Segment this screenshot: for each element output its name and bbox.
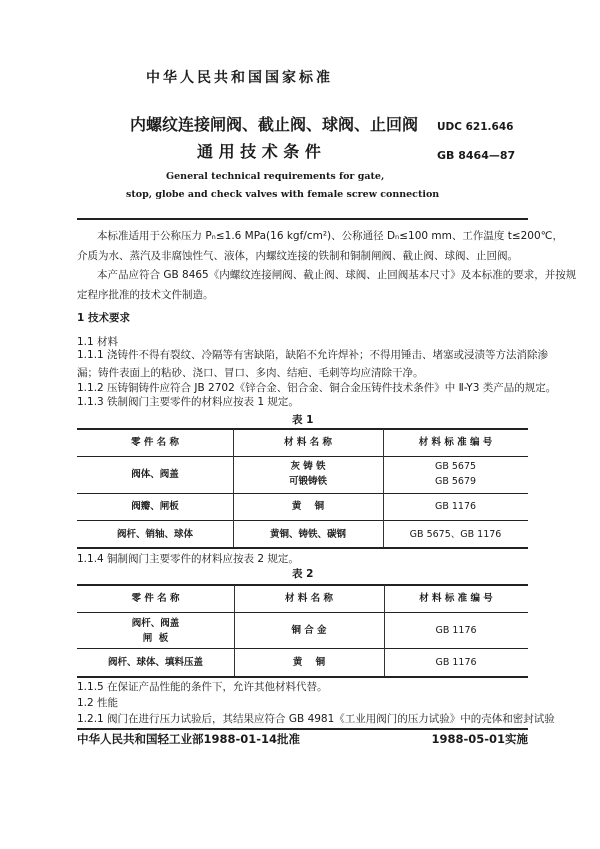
clause-1-1-2: 1.1.2 压铸铜铸件应符合 JB 2702《锌合金、铝合金、铜合金压铸件技术条件》中 Ⅱ-Y3 类产品的规定。 [77, 382, 557, 394]
section-1-heading: 1 技术要求 [77, 312, 130, 324]
gb-number: GB 8464—87 [437, 149, 516, 162]
table-cell: GB 5675 GB 5679 [434, 461, 477, 487]
table2-header: 材 料 名 称 [285, 593, 333, 604]
header-rule [77, 218, 528, 220]
table-cell: 铜 合 金 [291, 625, 327, 636]
intro-p1-line2: 介质为水、蒸汽及非腐蚀性气、液体，内螺纹连接的铁制和铜制闸阀、截止阀、球阀、止回阀。 [77, 250, 518, 262]
clause-1-1-5: 1.1.5 在保证产品性能的条件下，允许其他材料代替。 [77, 681, 328, 693]
table-cell: 黄 铜 [292, 657, 326, 668]
implementation-date: 1988-05-01实施 [431, 732, 528, 746]
clause-1-1-1-line2: 漏；铸件表面上的粘砂、浇口、冒口、多肉、结疤、毛刺等均应清除干净。 [77, 367, 424, 379]
intro-p2-line2: 定程序批准的技术文件制造。 [77, 289, 214, 301]
section-1-1-heading: 1.1 材料 [77, 336, 119, 348]
table1-header: 材 料 名 称 [284, 437, 332, 448]
table-cell: 阀体、阀盖 [131, 469, 179, 480]
intro-p2-line1: 本产品应符合 GB 8465《内螺纹连接闸阀、截止阀、球阀、止回阀基本尺寸》及本标准的要求，并按规 [97, 269, 577, 281]
clause-1-1-4: 1.1.4 铜制阀门主要零件的材料应按表 2 规定。 [77, 553, 299, 565]
table2-header: 材 料 标 准 编 号 [419, 593, 493, 604]
table-cell: GB 1176 [435, 657, 477, 668]
footer-rule [77, 728, 528, 730]
table-cell: 阀杆、阀盖 闸 板 [131, 618, 180, 644]
table2-caption: 表 2 [292, 568, 314, 580]
section-1-2-heading: 1.2 性能 [77, 697, 119, 709]
table-cell: 黄 铜 [291, 501, 325, 512]
table1-header: 材 料 标 准 编 号 [418, 437, 493, 448]
clause-1-1-3: 1.1.3 铁制阀门主要零件的材料应按表 1 规定。 [77, 396, 299, 408]
approval-date: 中华人民共和国轻工业部1988-01-14批准 [77, 732, 301, 746]
table-cell: GB 1176 [435, 625, 477, 636]
national-standard-heading: 中华人民共和国国家标准 [146, 70, 333, 86]
english-title-line2: stop, globe and check valves with female screw connection [126, 189, 440, 200]
table2-header: 零 件 名 称 [131, 593, 180, 604]
table-cell: 阀瓣、闸板 [131, 501, 179, 512]
table-cell: 阀杆、球体、填料压盖 [107, 657, 203, 668]
intro-p1-line1: 本标准适用于公称压力 Pₙ≤1.6 MPa(16 kgf/cm²)、公称通径 Dₙ≤100 mm、工作温度 t≤200℃， [97, 230, 563, 242]
udc-number: UDC 621.646 [437, 121, 514, 133]
clause-1-2-1: 1.2.1 阀门在进行压力试验后，其结果应符合 GB 4981《工业用阀门的压力试验》中的壳体和密封试验 [77, 713, 555, 725]
english-title-line1: General technical requirements for gate, [166, 171, 385, 182]
title-line1: 内螺纹连接闸阀、截止阀、球阀、止回阀 [130, 115, 419, 134]
table-cell: 阀杆、销轴、球体 [116, 529, 193, 540]
table1-caption: 表 1 [292, 414, 314, 426]
table-cell: 灰 铸 铁 可锻铸铁 [288, 461, 327, 487]
clause-1-1-1-line1: 1.1.1 浇铸件不得有裂纹、冷隔等有害缺陷，缺陷不允许焊补；不得用锤击、堵塞或浸渍等方法消除渗 [77, 349, 549, 361]
table-cell: 黄铜、铸铁、碳钢 [269, 529, 346, 540]
title-line2: 通 用 技 术 条 件 [197, 142, 321, 161]
table-cell: GB 1176 [434, 501, 477, 512]
table1-header: 零 件 名 称 [131, 437, 179, 448]
table-cell: GB 5675、GB 1176 [409, 529, 502, 540]
